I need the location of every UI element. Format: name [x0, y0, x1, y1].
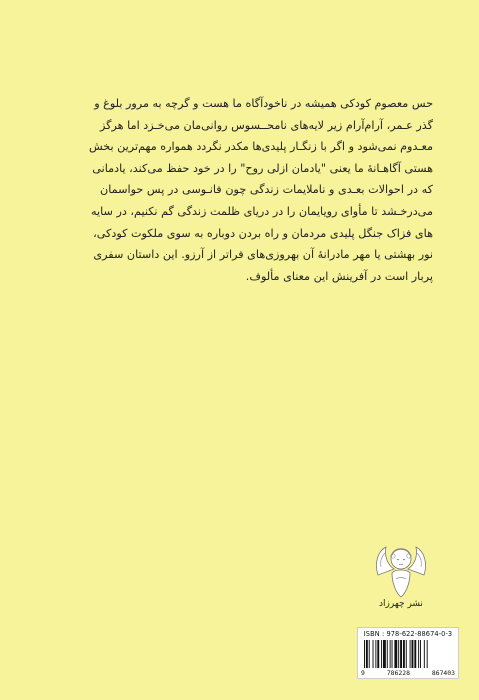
barcode-bar	[373, 640, 374, 668]
ean-digits	[358, 669, 458, 677]
blurb-line: پربار است در آفرینش این معنای مألوف.	[245, 269, 433, 283]
blurb-line: که در احوالات بعـدی و ناملایمات زندگی چون فانـوسی در پس حواسمان	[100, 183, 433, 197]
barcode-bar	[366, 640, 368, 668]
barcode-bar	[392, 640, 393, 668]
barcode-bar	[424, 640, 425, 668]
barcode-bar	[420, 640, 421, 668]
isbn-barcode	[357, 627, 459, 679]
barcode-bar	[369, 640, 370, 668]
ean-right-group: 867403	[431, 669, 455, 677]
barcode-bar	[375, 640, 376, 668]
barcode-bar	[400, 640, 402, 668]
angel-logo-icon	[372, 537, 430, 599]
blurb-line: نور بهشتی یا مهر مادرانهٔ آن بهروزی‌های فراتر از آرزو. این داستان سفری	[93, 248, 433, 262]
barcode-bar	[427, 640, 428, 668]
barcode-bar	[377, 640, 379, 668]
barcode-bar	[364, 640, 365, 668]
blurb-text	[89, 93, 433, 287]
blurb-line: معـدوم نمی‌شود و اگر با زنگـار پلیدی‌ها مکدر نگردد همواره مهم‌ترین بخش	[89, 140, 433, 154]
publisher-name: نشر چهرزاد	[379, 599, 423, 609]
blurb-line: های فزاک جنگل پلیدی مردمان و راه بردن دوباره به سوی ملکوت کودکی،	[93, 226, 433, 240]
barcode-bar	[390, 640, 391, 668]
barcode-bars	[364, 640, 454, 668]
blurb-line: حس معصوم کودکی همیشه در ناخودآگاه ما هست و گرچه به مرور بلوغ و	[94, 97, 433, 110]
barcode-bar	[398, 640, 399, 668]
ean-first-digit: 9	[361, 669, 365, 677]
isbn-label: ISBN : 978-622-88674-0-3	[363, 630, 453, 638]
barcode-bar	[383, 640, 386, 668]
blurb-line: گذر عـمر، آرام‌آرام زیر لایه‌های نامحــسوس روانی‌مان می‌خـزد اما هرگز	[100, 118, 433, 132]
barcode-bar	[418, 640, 419, 668]
blurb-line: می‌درخـشد تا مأوای رویایمان را در دریای ظلمت زندگی گم نکنیم، در سایه	[91, 204, 433, 218]
barcode-bar	[410, 640, 411, 668]
barcode-bar	[414, 640, 416, 668]
barcode-bar	[406, 640, 407, 668]
barcode-bar	[412, 640, 414, 668]
barcode-bar	[403, 640, 405, 668]
barcode-bar	[381, 640, 382, 668]
barcode-bar	[394, 640, 397, 668]
barcode-bar	[387, 640, 388, 668]
ean-left-group: 786228	[386, 669, 410, 677]
blurb-line: هستی آگاهـانهٔ ما یعنی "یادمان ازلی روح" را در خود حفظ می‌کند، یادمانی	[92, 161, 433, 175]
